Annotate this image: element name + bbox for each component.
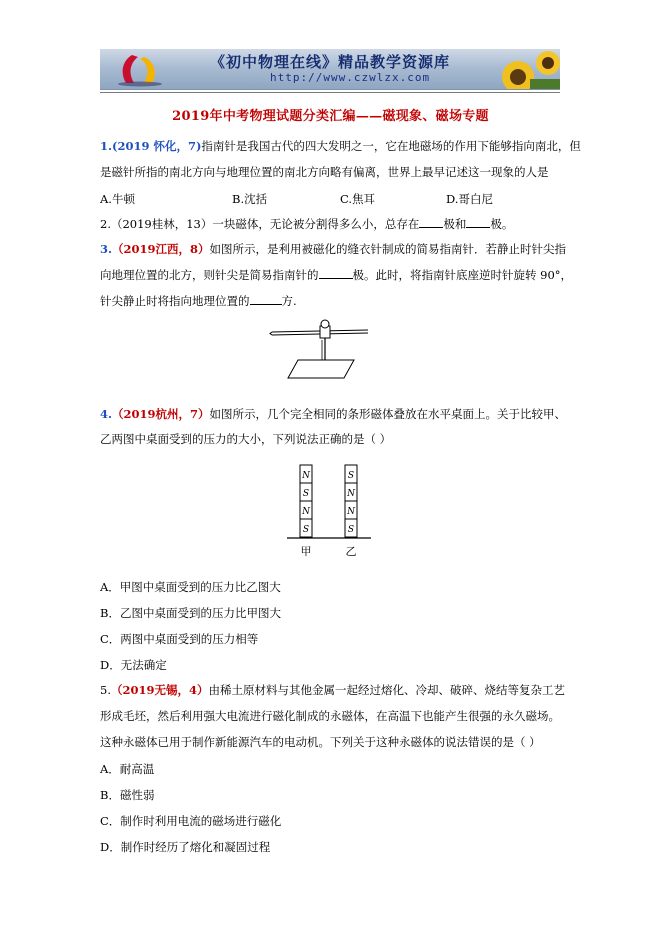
banner-title: 《初中物理在线》精品教学资源库 (210, 53, 451, 71)
q3-blank-2 (250, 294, 282, 305)
magnet-jia-pole-3: N (302, 507, 310, 517)
q4-text1: 如图所示，几个完全相同的条形磁体叠放在水平桌面上。关于比较甲、 (209, 407, 567, 421)
q1-source: 2019 怀化，7) (117, 139, 202, 153)
q4-option-b: B．乙图中桌面受到的压力比甲图大 (100, 606, 281, 620)
q5-option-a: A．耐高温 (100, 762, 155, 776)
page-title: 2019年中考物理试题分类汇编——磁现象、磁场专题 (172, 109, 489, 124)
banner-url[interactable]: http://www.czwlzx.com (270, 71, 431, 84)
q4-option-c: C．两图中桌面受到的压力相等 (100, 632, 259, 646)
magnet-yi-pole-1: S (347, 471, 355, 481)
q1-option-d: D.哥白尼 (446, 192, 493, 206)
q5-text1: 由稀土原材料与其他金属一起经过熔化、冷却、破碎、烧结等复杂工艺 (208, 683, 565, 697)
q5-number: 5. (100, 683, 111, 697)
q4-option-a: A．甲图中桌面受到的压力比乙图大 (100, 580, 281, 594)
q1-number: 1.( (100, 139, 118, 153)
q5-line1 (100, 683, 565, 697)
q5-option-c: C．制作时利用电流的磁场进行磁化 (100, 814, 282, 828)
q5-source: （2019无锡，4） (110, 683, 209, 697)
stacked-magnets-figure (285, 463, 375, 563)
header-rule (100, 92, 560, 93)
q3-text2a: 向地理位置的北方，则针尖是简易指南针的 (100, 268, 319, 282)
q2-suffix: 极。 (490, 217, 514, 231)
q5-line2: 形成毛坯，然后利用强大电流进行磁化制成的永磁体，在高温下也能产生很强的永久磁场。 (100, 709, 560, 723)
q2-blank-1 (419, 217, 443, 228)
q3-source: （2019江西，8） (112, 242, 210, 256)
magnet-jia-pole-2: S (302, 489, 310, 499)
q1-option-b: B.沈括 (232, 192, 268, 206)
q3-number: 3. (100, 242, 113, 256)
label-jia: 甲 (300, 545, 312, 558)
compass-needle-figure (270, 318, 370, 388)
q3-line2 (100, 268, 572, 282)
magnet-yi-pole-3: N (347, 507, 355, 517)
q1-option-a: A.牛顿 (100, 192, 135, 206)
q2-line (100, 217, 513, 231)
q4-option-d: D．无法确定 (100, 658, 167, 672)
q5-option-b: B．磁性弱 (100, 788, 155, 802)
q3-text1: 如图所示，是利用被磁化的缝衣针制成的简易指南针．若静止时针尖指 (209, 242, 567, 256)
q2-prefix: 2.（2019桂林，13）一块磁体，无论被分割得多么小，总存在 (100, 217, 420, 231)
logo-icon (104, 51, 174, 87)
q2-mid: 极和 (443, 217, 467, 231)
magnet-jia-pole-1: N (302, 471, 310, 481)
magnet-yi-pole-4: S (347, 525, 355, 535)
q1-option-c: C.焦耳 (340, 192, 376, 206)
magnet-yi-pole-2: N (347, 489, 355, 499)
q3-blank-1 (319, 268, 353, 279)
q3-text2b: 极。此时，将指南针底座逆时针旋转 90°， (352, 268, 573, 282)
q3-text3a: 针尖静止时将指向地理位置的 (100, 294, 250, 308)
label-yi: 乙 (345, 545, 357, 558)
q1-line2: 是磁针所指的南北方向与地理位置的南北方向略有偏离，世界上最早记述这一现象的人是 (100, 165, 549, 179)
magnet-stack-jia (300, 465, 312, 537)
q3-line3 (100, 294, 297, 308)
q5-option-d: D．制作时经历了熔化和凝固过程 (100, 840, 271, 854)
q4-number: 4. (100, 407, 113, 421)
magnet-stack-yi (345, 465, 357, 537)
sunflower-image (470, 49, 560, 89)
magnet-jia-pole-4: S (302, 525, 310, 535)
q4-source: （2019杭州，7） (112, 407, 210, 421)
header-banner (100, 49, 560, 90)
q4-line1 (100, 407, 566, 421)
q1-line1 (100, 139, 581, 153)
q2-blank-2 (466, 217, 490, 228)
q3-line1 (100, 242, 566, 256)
q4-line2: 乙两图中桌面受到的压力的大小，下列说法正确的是（ ） (100, 432, 392, 446)
q5-line3: 这种永磁体已用于制作新能源汽车的电动机。下列关于这种永磁体的说法错误的是（ ） (100, 735, 541, 749)
q3-text3b: 方. (281, 294, 297, 308)
q1-text1: 指南针是我国古代的四大发明之一，它在地磁场的作用下能够指向南北，但 (201, 139, 581, 153)
